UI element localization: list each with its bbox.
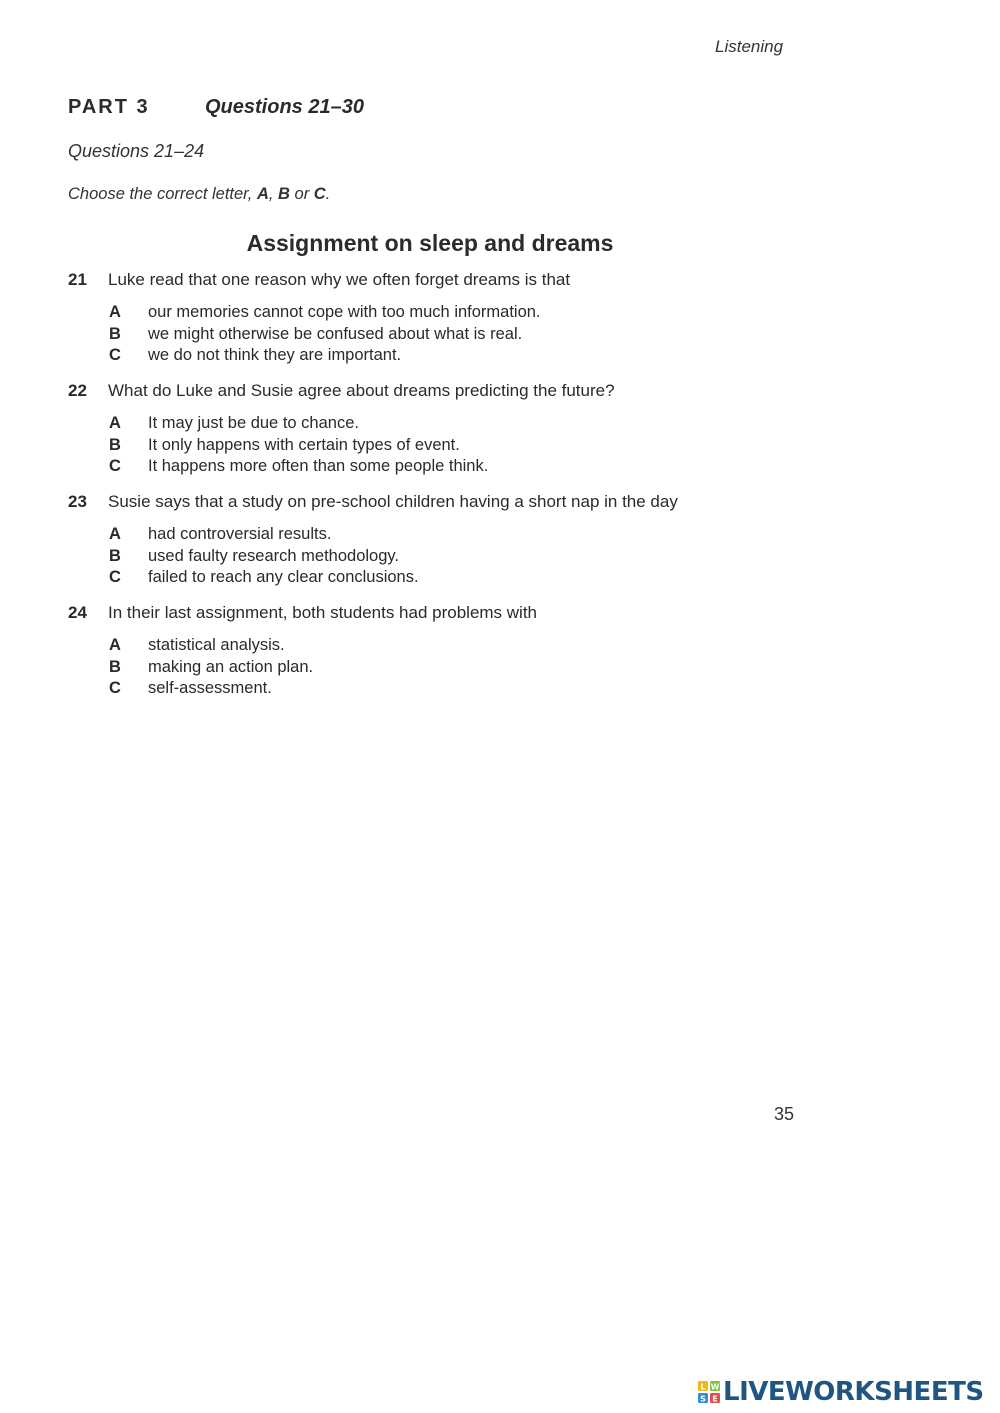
option-text: It only happens with certain types of event. (148, 435, 460, 454)
svg-text:W: W (710, 1382, 720, 1392)
option-letter: B (109, 324, 121, 343)
question-stem (68, 381, 828, 405)
instruction (68, 185, 330, 204)
question-stem (68, 270, 828, 294)
question-text: What do Luke and Susie agree about dreams predicting the future? (108, 381, 615, 400)
question-24 (68, 603, 828, 697)
option-text: making an action plan. (148, 657, 314, 676)
question-text: In their last assignment, both students had problems with (108, 603, 538, 622)
option-letter: A (109, 303, 121, 321)
option-letter: B (109, 435, 121, 454)
option-letter: C (109, 457, 121, 475)
assignment-title: Assignment on sleep and dreams (246, 230, 614, 256)
question-21 (68, 270, 828, 364)
option-text: statistical analysis. (148, 636, 285, 654)
option-letter: B (109, 657, 121, 676)
question-22 (68, 381, 828, 475)
question-number: 24 (68, 603, 87, 622)
section-label: Listening (715, 37, 784, 56)
question-text: Luke read that one reason why we often forget dreams is that (108, 270, 571, 289)
question-number: 22 (68, 381, 87, 400)
question-stem (68, 492, 828, 516)
question-number: 23 (68, 492, 87, 511)
option-text: our memories cannot cope with too much information. (148, 303, 541, 321)
option-letter: C (109, 346, 121, 364)
svg-text:L: L (700, 1382, 706, 1392)
part-label: PART 3 (68, 96, 150, 118)
option-letter: A (109, 414, 121, 432)
liveworksheets-logo-icon (698, 1381, 720, 1403)
question-number: 21 (68, 270, 87, 289)
question-text: Susie says that a study on pre-school children having a short nap in the day (108, 492, 678, 511)
questions-subheading: Questions 21–24 (68, 141, 205, 161)
question-23 (68, 492, 828, 586)
option-letter: A (109, 525, 121, 543)
option-text: we do not think they are important. (148, 346, 402, 364)
instruction-suffix: . (325, 185, 331, 203)
instruction-letter-c: C (313, 185, 326, 203)
question-stem (68, 603, 828, 627)
liveworksheets-wordmark: LIVEWORKSHEETS (723, 1377, 984, 1407)
option-text: used faulty research methodology. (148, 546, 400, 565)
instruction-sep: , (268, 185, 279, 203)
svg-text:E: E (712, 1394, 718, 1403)
option-text: It may just be due to chance. (148, 414, 359, 432)
liveworksheets-watermark[interactable] (698, 1379, 984, 1405)
part-header (68, 96, 364, 119)
part-questions-range: Questions 21–30 (205, 96, 364, 118)
option-letter: C (109, 679, 121, 697)
page-number: 35 (774, 1104, 795, 1124)
instruction-prefix: Choose the correct letter, (68, 185, 257, 203)
option-letter: B (109, 546, 121, 565)
svg-text:S: S (700, 1394, 706, 1403)
option-text: It happens more often than some people think. (148, 457, 489, 475)
option-text: failed to reach any clear conclusions. (148, 568, 419, 586)
option-letter: A (109, 636, 121, 654)
instruction-letter-b: B (278, 185, 290, 203)
option-text: had controversial results. (148, 525, 332, 543)
option-text: we might otherwise be confused about what is real. (148, 324, 523, 343)
instruction-letter-a: A (256, 185, 269, 203)
option-letter: C (109, 568, 121, 586)
option-text: self-assessment. (148, 679, 272, 697)
instruction-or: or (289, 185, 314, 203)
